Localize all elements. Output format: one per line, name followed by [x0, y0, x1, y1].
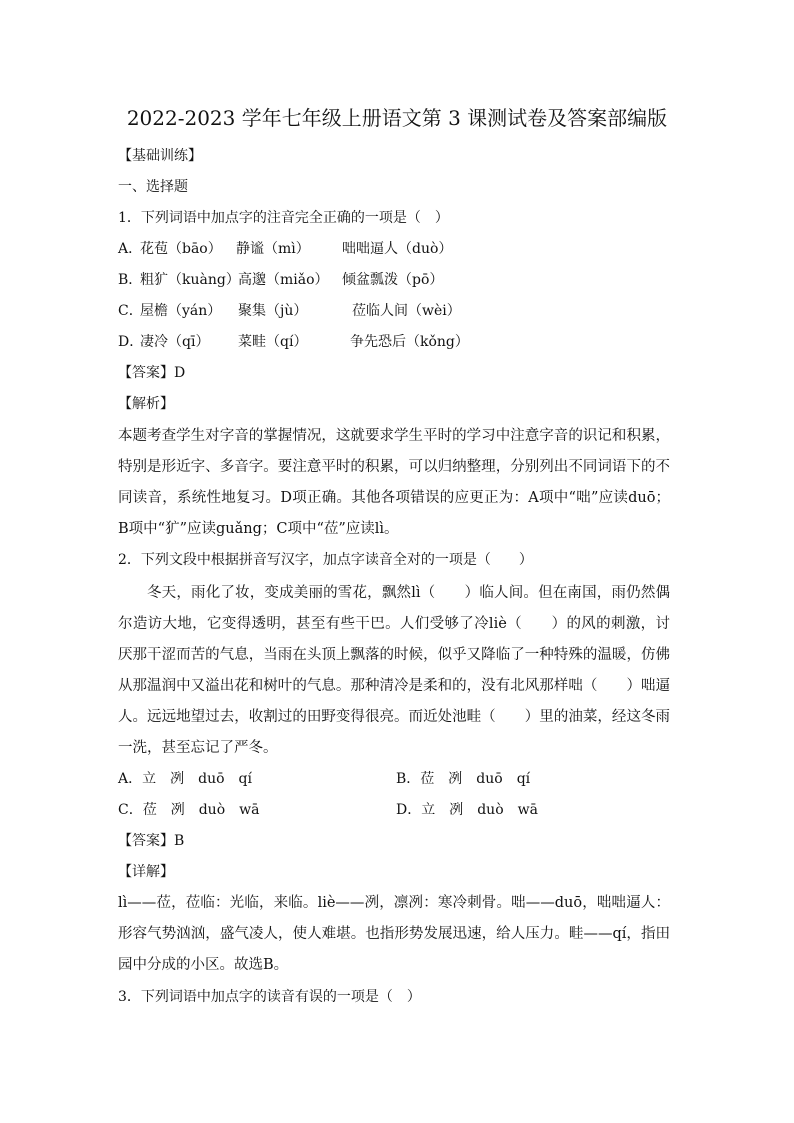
q2-option-b: B．莅 冽 duō qí [396, 771, 531, 787]
q2-answer: 【答案】B [118, 833, 185, 849]
q1-option-c-word1: 屋檐（yán） [140, 303, 222, 319]
q1-analysis-label: 【解析】 [118, 396, 174, 412]
q1-option-d-word2: 菜畦（qí） [238, 334, 308, 350]
page-title: 2022-2023 学年七年级上册语文第 3 课测试卷及答案部编版 [126, 106, 668, 130]
q2-option-c: C．莅 冽 duò wā [118, 802, 260, 818]
q1-option-a-word2: 静谧（mì） [236, 241, 310, 257]
q1-option-c-letter: C． [118, 303, 143, 319]
q1-option-b-letter: B． [118, 272, 143, 288]
q1-analysis-text: 本题考查学生对字音的掌握情况，这就要求学生平时的学习中注意字音的识记和积累，特别是形近字、多音字。要注意平时的积累，可以归纳整理，分别列出不同词语下的不同读音，系统性地复习。D项正确。其他各项错误的应更正为：A项中“咄”应读duō；B项中“犷”应读guǎng；C项中“莅”应读lì。 [118, 428, 670, 537]
q1-option-c-word2: 聚集（jù） [238, 303, 308, 319]
q2-stem: 2．下列文段中根据拼音写汉字，加点字读音全对的一项是（ ） [118, 552, 533, 568]
q1-answer: 【答案】D [118, 365, 186, 381]
q1-option-d-word3: 争先恐后（kǒng） [350, 334, 469, 350]
q1-option-a-letter: A． [118, 241, 143, 257]
section-heading-choice: 一、选择题 [118, 179, 188, 195]
q1-option-d-letter: D． [118, 334, 144, 350]
q1-option-b-word2: 高邈（miǎo） [238, 272, 329, 288]
q1-option-b-word3: 倾盆瓢泼（pō） [342, 272, 444, 288]
q3-stem: 3．下列词语中加点字的读音有误的一项是（ ） [118, 989, 421, 1005]
q2-passage: 冬天，雨化了妆，变成美丽的雪花，飘然lì（ ）临人间。但在南国，雨仍然偶尔造访大地，它变得透明，甚至有些干巴。人们受够了冷liè（ ）的风的刺激，讨厌那干涩而苦的气息，当雨在头顶上飘落的时候，似乎又降临了一种特殊的温暖，仿佛从那温润中又溢出花和树叶的气息。那种清冷是柔和的，没有北风那样咄（ ）咄逼人。远远地望过去，收割过的田野变得很亮。而近处池畦（ ）里的油菜，经这冬雨一洗，甚至忘记了严冬。 [118, 585, 670, 756]
q2-option-a: A．立 冽 duō qí [118, 771, 252, 787]
q1-option-a-word1: 花苞（bāo） [140, 241, 222, 257]
q1-option-a-word3: 咄咄逼人（duò） [342, 241, 453, 257]
q1-option-d-word1: 凄冷（qī） [140, 334, 210, 350]
q2-detail-label: 【详解】 [118, 864, 174, 880]
q2-detail-text: lì——莅，莅临：光临，来临。liè——冽，凛冽：寒冷刺骨。咄——duō，咄咄逼人：形容气势汹汹，盛气凌人，使人难堪。也指形势发展迅速，给人压力。畦——qí，指田园中分成的小区。故选B。 [118, 895, 670, 973]
q1-option-b-word1: 粗犷（kuàng） [140, 272, 240, 288]
q1-stem: 1．下列词语中加点字的注音完全正确的一项是（ ） [118, 210, 449, 226]
q1-option-c-word3: 莅临人间（wèi） [352, 303, 461, 319]
section-heading-basic: 【基础训练】 [118, 148, 202, 164]
q2-option-d: D．立 冽 duò wā [396, 802, 538, 818]
